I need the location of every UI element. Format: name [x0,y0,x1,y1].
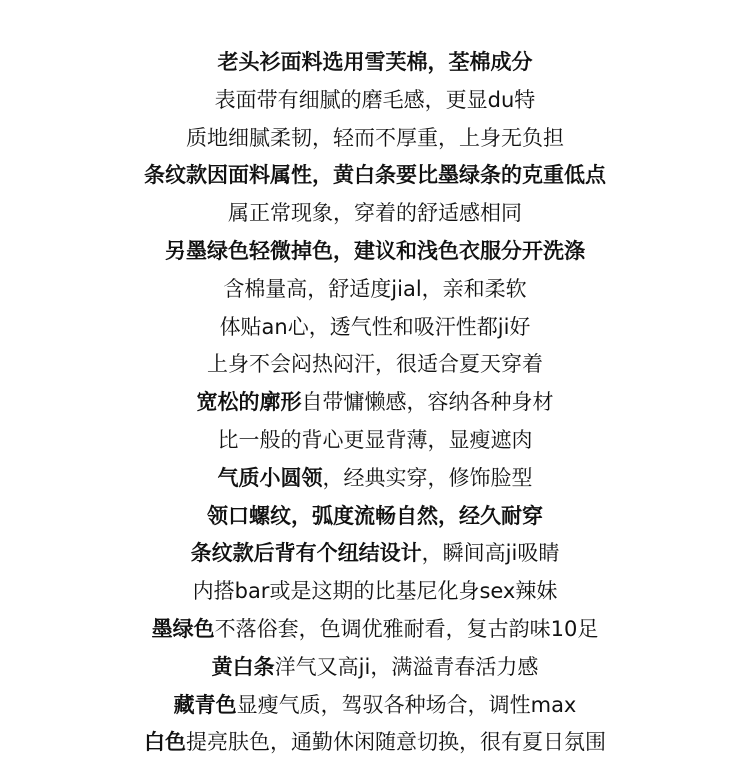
text-regular: 比一般的背心更显背薄，显瘦遮肉 [217,427,533,452]
text-bold: 老头衫面料选用雪芙棉，荃棉成分 [217,50,533,74]
text-regular: 提亮肤色，通勤休闲随意切换，很有夏日氛围 [186,730,606,755]
text-line [0,611,750,649]
text-regular: 不落俗套，色调优雅耐看，复古韵味10足 [214,616,599,641]
text-bold: 藏青色 [173,692,237,717]
text-regular: 显瘦气质，驾驭各种场合，调性max [236,692,577,717]
text-regular: ，经典实穿，修饰脸型 [322,465,533,490]
text-line [0,649,750,687]
text-line [0,422,750,460]
text-regular: 质地细腻柔韧，轻而不厚重，上身无负担 [186,125,564,150]
text-line [0,309,750,347]
text-line [0,460,750,498]
text-line [0,346,750,384]
text-regular: 内搭bar或是这期的比基尼化身sex辣妹 [192,579,558,604]
text-regular: 属正常现象，穿着的舒适感相同 [228,201,522,226]
text-line [0,724,750,762]
text-bold: 条纹款因面料属性，黄白条要比墨绿条的克重低点 [144,163,606,188]
text-bold: 宽松的廓形 [196,390,302,415]
text-bold: 气质小圆领 [217,465,323,490]
text-bold: 领口螺纹，弧度流畅自然，经久耐穿 [207,503,543,528]
text-regular: 含棉量高，舒适度jial，亲和柔软 [223,276,527,301]
text-line [0,44,750,82]
text-regular: 上身不会闷热闷汗，很适合夏天穿着 [207,352,543,377]
text-line [0,195,750,233]
text-bold: 另墨绿色轻微掉色，建议和浅色衣服分开洗涤 [165,238,585,263]
text-regular: 体贴an心，透气性和吸汗性都ji好 [219,314,531,339]
text-line [0,535,750,573]
text-line [0,687,750,725]
text-bold: 条纹款后背有个纽结设计 [190,541,422,566]
text-bold: 黄白条 [211,654,275,679]
text-line [0,573,750,611]
text-line [0,157,750,195]
text-line [0,384,750,422]
text-bold: 白色 [144,730,186,755]
text-regular: 洋气又高ji，满溢青春活力感 [274,654,539,679]
text-line [0,271,750,309]
text-regular: 表面带有细腻的磨毛感，更显du特 [214,87,536,112]
text-line [0,233,750,271]
text-line [0,498,750,536]
text-line [0,82,750,120]
text-bold: 墨绿色 [151,616,215,641]
text-regular: 自带慵懒感，容纳各种身材 [301,390,554,415]
text-regular: ，瞬间高ji吸睛 [421,541,560,566]
text-line [0,120,750,158]
